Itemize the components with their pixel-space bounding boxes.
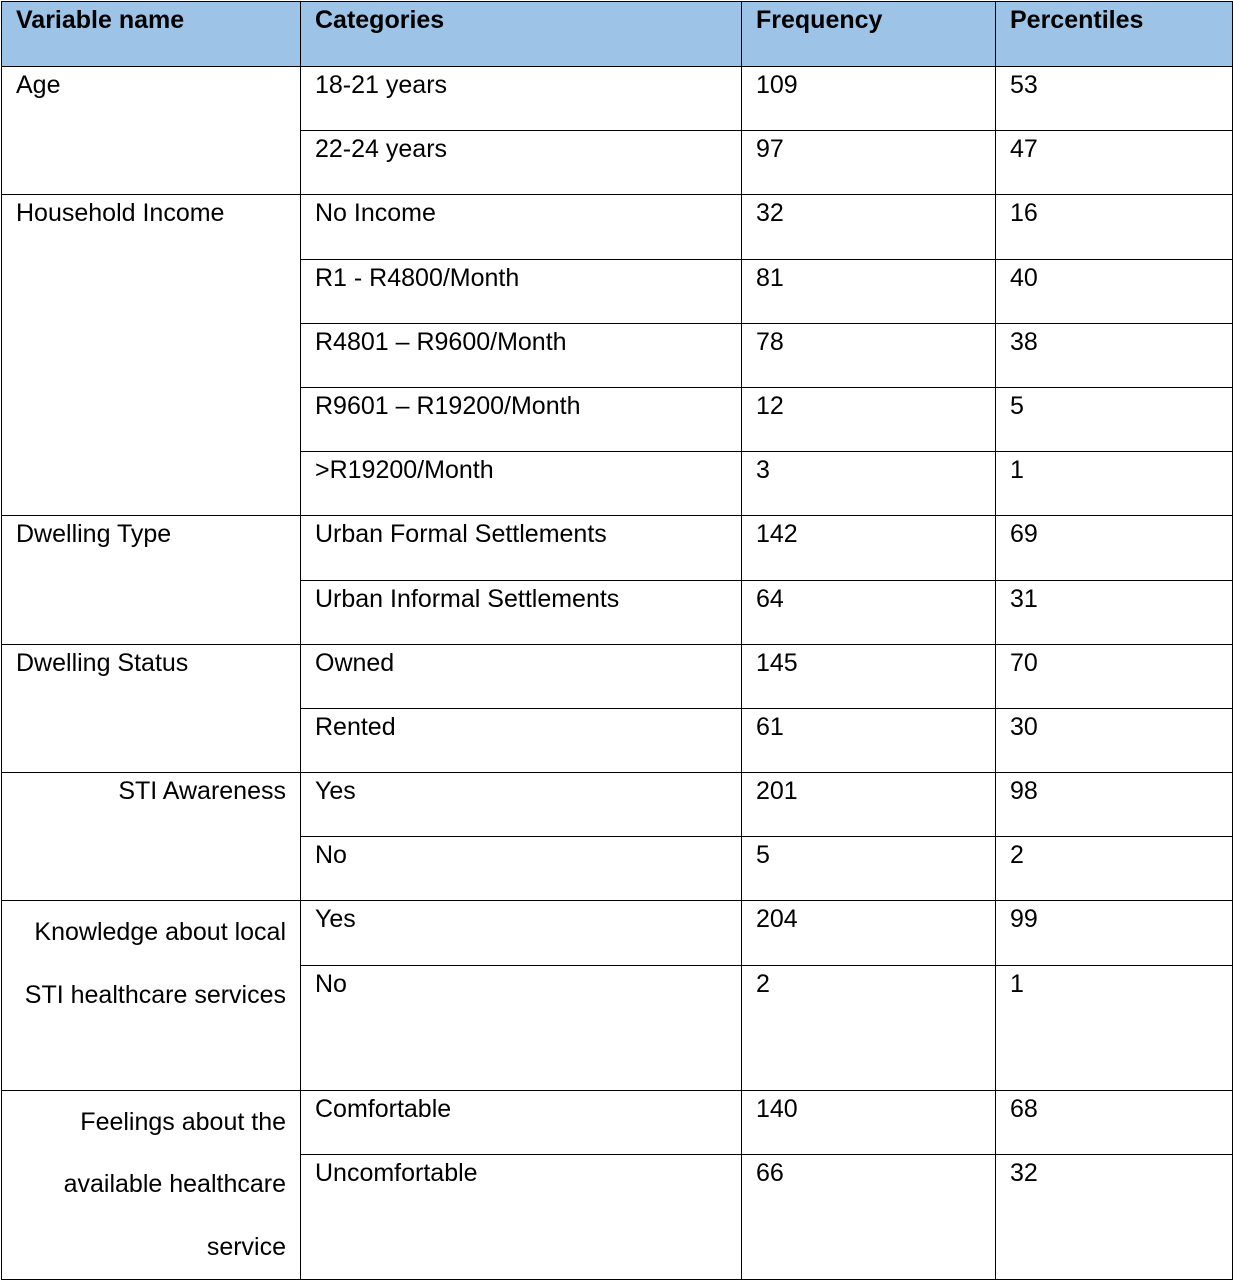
table-row bbox=[2, 644, 1233, 708]
table-row bbox=[2, 1090, 1233, 1154]
percentile-cell: 30 bbox=[996, 708, 1233, 772]
variable-name-cell: Dwelling Type bbox=[2, 516, 301, 644]
percentile-cell: 40 bbox=[996, 259, 1233, 323]
frequency-cell: 140 bbox=[742, 1090, 996, 1154]
frequency-cell: 32 bbox=[742, 195, 996, 259]
table-row bbox=[2, 773, 1233, 837]
table-row bbox=[2, 516, 1233, 580]
frequency-cell: 81 bbox=[742, 259, 996, 323]
table-row bbox=[2, 195, 1233, 259]
frequency-cell: 66 bbox=[742, 1154, 996, 1279]
category-cell: Owned bbox=[301, 644, 742, 708]
frequency-cell: 109 bbox=[742, 67, 996, 131]
variable-name-cell: Household Income bbox=[2, 195, 301, 516]
frequency-cell: 97 bbox=[742, 131, 996, 195]
category-cell: Urban Formal Settlements bbox=[301, 516, 742, 580]
category-cell: No bbox=[301, 837, 742, 901]
category-cell: Comfortable bbox=[301, 1090, 742, 1154]
category-cell: Uncomfortable bbox=[301, 1154, 742, 1279]
percentile-cell: 68 bbox=[996, 1090, 1233, 1154]
frequency-cell: 142 bbox=[742, 516, 996, 580]
frequency-cell: 204 bbox=[742, 901, 996, 965]
percentile-cell: 98 bbox=[996, 773, 1233, 837]
category-cell: R9601 – R19200/Month bbox=[301, 387, 742, 451]
header-percentiles: Percentiles bbox=[996, 2, 1233, 67]
category-cell: R4801 – R9600/Month bbox=[301, 323, 742, 387]
frequency-cell: 2 bbox=[742, 965, 996, 1090]
frequency-cell: 12 bbox=[742, 387, 996, 451]
frequency-cell: 145 bbox=[742, 644, 996, 708]
table-row bbox=[2, 67, 1233, 131]
table-row bbox=[2, 901, 1233, 965]
frequency-cell: 3 bbox=[742, 452, 996, 516]
category-cell: No bbox=[301, 965, 742, 1090]
percentile-cell: 16 bbox=[996, 195, 1233, 259]
percentile-cell: 5 bbox=[996, 387, 1233, 451]
category-cell: R1 - R4800/Month bbox=[301, 259, 742, 323]
variable-name-cell: Feelings about the available healthcare service bbox=[2, 1090, 301, 1279]
percentile-cell: 99 bbox=[996, 901, 1233, 965]
category-cell: 18-21 years bbox=[301, 67, 742, 131]
category-cell: No Income bbox=[301, 195, 742, 259]
percentile-cell: 38 bbox=[996, 323, 1233, 387]
percentile-cell: 1 bbox=[996, 965, 1233, 1090]
percentile-cell: 31 bbox=[996, 580, 1233, 644]
header-variable-name: Variable name bbox=[2, 2, 301, 67]
frequency-cell: 78 bbox=[742, 323, 996, 387]
variable-name-cell: Dwelling Status bbox=[2, 644, 301, 772]
category-cell: Urban Informal Settlements bbox=[301, 580, 742, 644]
header-row bbox=[2, 2, 1233, 67]
category-cell: 22-24 years bbox=[301, 131, 742, 195]
variable-name-cell: STI Awareness bbox=[2, 773, 301, 901]
header-frequency: Frequency bbox=[742, 2, 996, 67]
percentile-cell: 70 bbox=[996, 644, 1233, 708]
header-categories: Categories bbox=[301, 2, 742, 67]
percentile-cell: 47 bbox=[996, 131, 1233, 195]
category-cell: Yes bbox=[301, 773, 742, 837]
category-cell: Yes bbox=[301, 901, 742, 965]
frequency-cell: 61 bbox=[742, 708, 996, 772]
variable-name-cell: Knowledge about local STI healthcare services bbox=[2, 901, 301, 1090]
variable-name-cell: Age bbox=[2, 67, 301, 195]
frequency-table bbox=[1, 1, 1233, 1280]
percentile-cell: 2 bbox=[996, 837, 1233, 901]
percentile-cell: 69 bbox=[996, 516, 1233, 580]
category-cell: >R19200/Month bbox=[301, 452, 742, 516]
frequency-cell: 64 bbox=[742, 580, 996, 644]
frequency-cell: 201 bbox=[742, 773, 996, 837]
percentile-cell: 53 bbox=[996, 67, 1233, 131]
percentile-cell: 1 bbox=[996, 452, 1233, 516]
percentile-cell: 32 bbox=[996, 1154, 1233, 1279]
table-body bbox=[2, 67, 1233, 1280]
frequency-cell: 5 bbox=[742, 837, 996, 901]
category-cell: Rented bbox=[301, 708, 742, 772]
